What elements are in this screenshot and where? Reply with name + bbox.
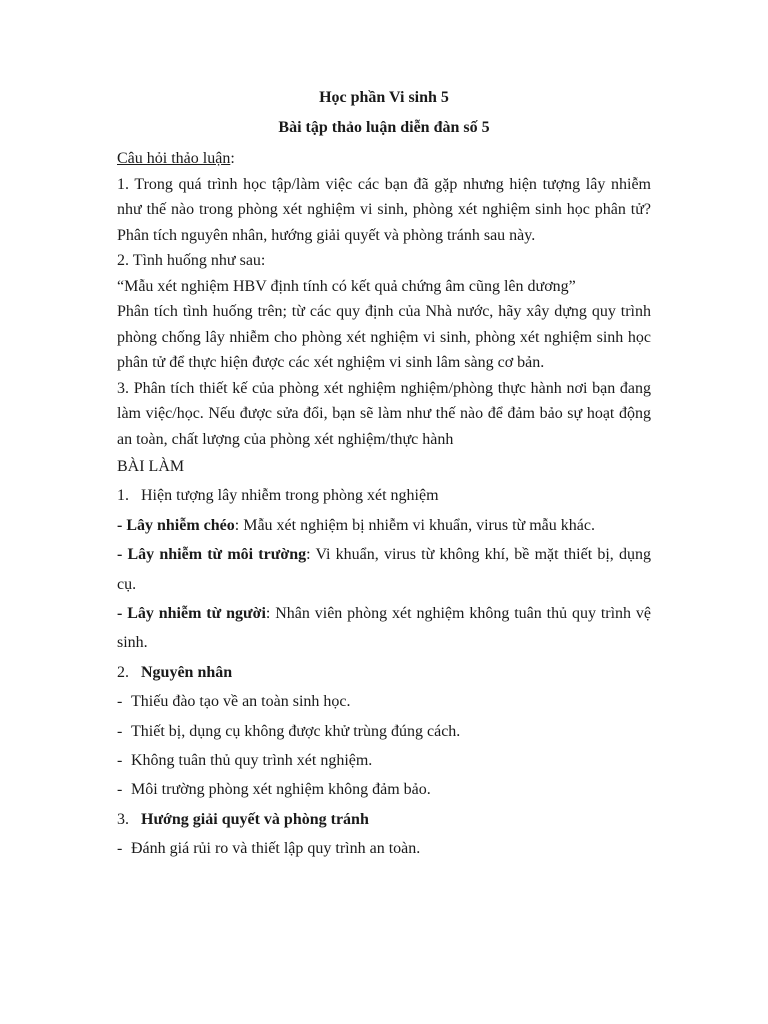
item-text: : Vi khuẩn, virus từ không khí, bề mặt thiết bị, dụng cụ. (117, 546, 651, 593)
question-2-quote: “Mẫu xét nghiệm HBV định tính có kết quả chứng âm cũng lên dương” (117, 277, 576, 295)
question-2-intro: 2. Tình huống như sau: (117, 252, 266, 269)
answer-heading: BÀI LÀM (117, 458, 185, 475)
bullet-dash: - (117, 722, 123, 740)
section-2-title: Nguyên nhân (141, 663, 233, 681)
question-2-body: Phân tích tình huống trên; từ các quy định của Nhà nước, hãy xây dựng quy trình phòng chống lây nhiễm cho phòng xét nghiệm vi sinh, phòng xét nghiệm sinh học phân tử để thực hiện được các xét nghiệm vi sinh lâm sàng cơ bản. (117, 303, 651, 371)
section-3-heading (117, 805, 651, 834)
bullet-dash: - (117, 693, 123, 711)
section-1-item (117, 511, 651, 540)
section-1-title: Hiện tượng lây nhiễm trong phòng xét nghiệm (141, 487, 439, 505)
questions-heading-text: Câu hỏi thảo luận (117, 150, 231, 167)
item-text: : Mẫu xét nghiệm bị nhiễm vi khuẩn, virus từ mẫu khác. (234, 516, 595, 534)
item-text: Thiết bị, dụng cụ không được khử trùng đúng cách. (131, 722, 461, 740)
document-body (117, 146, 651, 864)
item-text: Đánh giá rủi ro và thiết lập quy trình an toàn. (131, 840, 421, 858)
bullet-dash: - (117, 840, 123, 858)
bullet-dash: - (117, 752, 123, 770)
bullet-dash: - (117, 781, 123, 799)
item-term: - Lây nhiễm từ người (117, 605, 266, 623)
questions-heading-colon: : (230, 150, 235, 167)
section-2-number: 2. (117, 663, 129, 681)
section-1-item (117, 540, 651, 599)
item-text: Không tuân thủ quy trình xét nghiệm. (131, 752, 373, 770)
section-2-item (117, 717, 651, 746)
section-2-item (117, 746, 651, 775)
question-3: 3. Phân tích thiết kế của phòng xét nghiệm nghiệm/phòng thực hành nơi bạn đang làm việc/học. Nếu được sửa đổi, bạn sẽ làm như thế nào để đảm bảo sự hoạt động an toàn, chất lượng của phòng xét nghiệm/thực hành (117, 379, 651, 448)
section-3-number: 3. (117, 810, 129, 828)
item-text: Thiếu đào tạo về an toàn sinh học. (131, 693, 351, 711)
item-text: Môi trường phòng xét nghiệm không đảm bảo. (131, 781, 431, 799)
course-title: Học phần Vi sinh 5 (319, 89, 449, 106)
answer-section (117, 452, 651, 864)
section-3-item (117, 834, 651, 863)
section-2-item (117, 687, 651, 716)
section-1-item (117, 599, 651, 658)
item-text: : Nhân viên phòng xét nghiệm không tuân thủ quy trình vệ sinh. (117, 605, 652, 652)
assignment-title: Bài tập thảo luận diễn đàn số 5 (278, 119, 490, 136)
questions-heading (117, 146, 651, 172)
section-1-number: 1. (117, 487, 129, 505)
section-2-item (117, 775, 651, 804)
item-term: - Lây nhiễm chéo (117, 516, 235, 534)
section-1-heading (117, 481, 651, 510)
section-2-heading (117, 658, 651, 687)
item-term: - Lây nhiễm từ môi trường (117, 546, 307, 564)
section-3-title: Hướng giải quyết và phòng tránh (141, 810, 369, 828)
question-1: 1. Trong quá trình học tập/làm việc các bạn đã gặp nhưng hiện tượng lây nhiễm như thế nào trong phòng xét nghiệm vi sinh, phòng xét nghiệm sinh học phân tử? Phân tích nguyên nhân, hướng giải quyết và phòng tránh sau này. (117, 175, 651, 244)
